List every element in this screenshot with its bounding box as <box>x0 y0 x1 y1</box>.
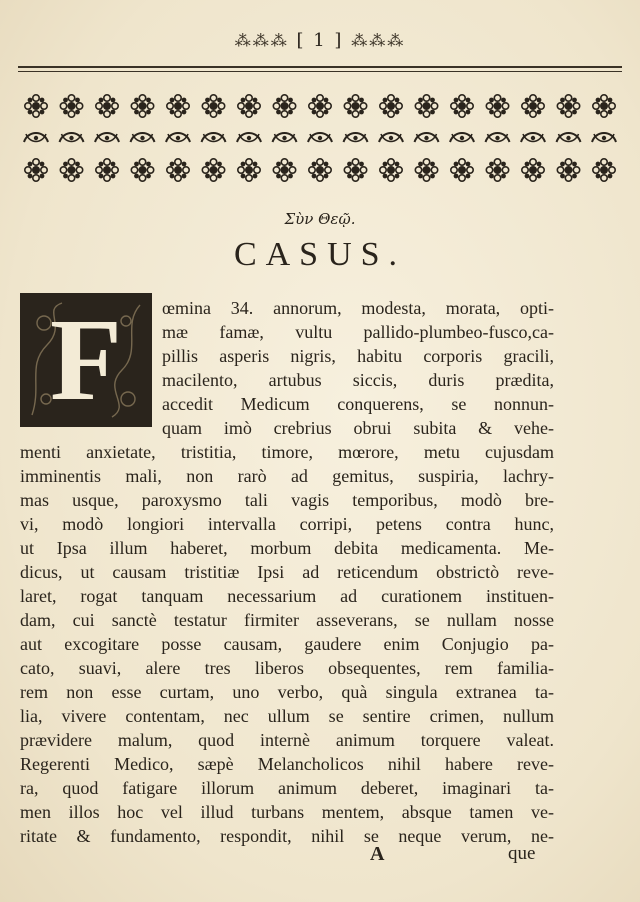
chapter-title: CASUS. <box>233 236 407 273</box>
text-line: Regerenti Medico, sæpè Melancholicos nihil habere reve- <box>20 754 554 774</box>
text-line: imminentis mali, non rarò ad gemitus, suspiria, lachry- <box>20 466 554 486</box>
text-line: laret, rogat tanquam necessarium ad curationem instituen- <box>20 586 554 606</box>
text-line: vi, modò longiori intervalla corripi, petens contra hunc, <box>20 514 554 534</box>
text-line: pillis asperis nigris, habitu corporis gracili, <box>162 346 554 366</box>
signature-mark: A <box>370 843 385 865</box>
text-line: menti anxietate, tristitia, timore, mœrore, metu cujusdam <box>20 442 554 462</box>
header-rule-lower <box>18 71 622 72</box>
text-line: cato, suavi, alere tres liberos obsequentes, rem familia- <box>20 658 554 678</box>
text-line: quam imò crebrius obrui subita & vehe- <box>162 418 554 438</box>
text-line: ut Ipsa illum haberet, morbum debita medicamenta. Me- <box>20 538 554 558</box>
page-header <box>0 30 640 51</box>
text-line: ritate & fundamento, respondit, nihil se neque verum, ne- <box>20 826 554 846</box>
text-line: dicus, ut causam tristitiæ Ipsi ad reticendum obstrictò reve- <box>20 562 554 582</box>
catchword: que <box>508 843 536 864</box>
headpiece-ornament-icon <box>18 90 622 187</box>
text-line: rem non esse curtam, uno verbo, quà singula extranea ta- <box>20 682 554 702</box>
text-line: macilento, artubus siccis, duris prædita, <box>162 370 554 390</box>
text-line: accedit Medicum conquerens, se nonnun- <box>162 394 554 414</box>
header-rule-upper <box>18 66 622 68</box>
left-fleuron-ornament: ⁂⁂⁂ <box>234 31 289 50</box>
text-line: aut excogitare posse causam, gaudere enim Conjugio pa- <box>20 634 554 654</box>
text-line: mas usque, paroxysmo tali vagis temporibus, modò bre- <box>20 490 554 510</box>
text-line: men illos hoc vel illud turbans mentem, absque tamen ve- <box>20 802 554 822</box>
right-fleuron-ornament: ⁂⁂⁂ <box>351 31 406 50</box>
decorative-headpiece-band <box>18 90 622 187</box>
text-line: œmina 34. annorum, modesta, morata, opti- <box>162 298 554 318</box>
text-line: prævidere malum, quod internè animum torquere valeat. <box>20 730 554 750</box>
text-line: dam, cui sanctè testatur firmiter asseverans, se nullam nosse <box>20 610 554 630</box>
text-line: lia, vivere contentam, nec ullum se sentire crimen, nullum <box>20 706 554 726</box>
decorated-initial <box>20 293 152 427</box>
text-line: mæ famæ, vultu pallido-plumbeo-fusco,ca- <box>162 322 554 342</box>
initial-letter: F <box>49 294 123 425</box>
greek-invocation: Σὺν Θεῷ. <box>284 210 356 228</box>
page-number: [ 1 ] <box>296 30 344 51</box>
text-line: ra, quod fatigare illorum animum deberet, imaginari ta- <box>20 778 554 798</box>
